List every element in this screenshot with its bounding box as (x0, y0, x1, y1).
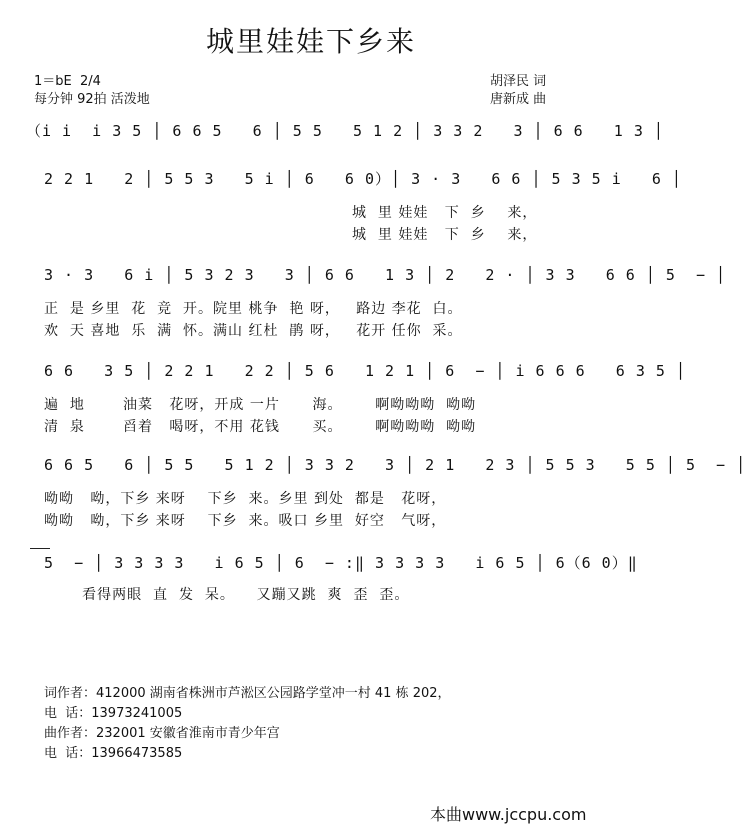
score-row-5: 6 6 5 6 │ 5 5 5 1 2 │ 3 3 2 3 │ 2 1 2 3 │ 5 5 3 5 5 │ 5 − │ (44, 456, 746, 474)
composer-phone: 电 话：13966473585 (44, 746, 183, 761)
lyric-row-6: 看得两眼 直 发 呆。 又蹦又跳 爽 歪 歪。 (44, 587, 410, 603)
lyric-row-3-verse-1: 正 是 乡里 花 竞 开。院里 桃争 艳 呀， 路边 李花 白。 (44, 301, 463, 317)
lyricist-address: 词作者：412000 湖南省株洲市芦淞区公园路学堂冲一村 41 栋 202， (44, 686, 451, 701)
key-signature: 1＝bE 2/4 (34, 74, 101, 89)
lyric-row-4-verse-2: 清 泉 舀着 喝呀，不用 花钱 买。 啊呦呦呦 呦呦 (44, 419, 477, 435)
lyric-row-4-verse-1: 遍 地 油菜 花呀，开成 一片 海。 啊呦呦呦 呦呦 (44, 397, 477, 413)
lyric-row-2-verse-1: 城 里 娃娃 下 乡 来， (352, 205, 538, 221)
composer-address: 曲作者：232001 安徽省淮南市青少年宫 (44, 726, 280, 741)
tempo-marking: 每分钟 92拍 活泼地 (34, 92, 150, 107)
score-row-1: （i i i 3 5 │ 6 6 5 6 │ 5 5 5 1 2 │ 3 3 2 3 │ 6 6 1 3 │ (26, 122, 664, 140)
lyricist-phone: 电 话：13973241005 (44, 706, 183, 721)
page-title: 城里娃娃下乡来 (205, 25, 416, 58)
score-row-4: 6 6 3 5 │ 2 2 1 2 2 │ 5 6 1 2 1 │ 6 − │ i 6 6 6 6 3 5 │ (44, 362, 686, 380)
watermark: 本曲www.jccpu.com (430, 805, 587, 824)
lyric-row-3-verse-2: 欢 天 喜地 乐 满 怀。满山 红杜 鹃 呀， 花开 任你 采。 (44, 323, 463, 339)
score-row-6: 5 − │ 3 3 3 3 i 6 5 │ 6 − :‖ 3 3 3 3 i 6 5 │ 6（6 0）‖ (44, 554, 638, 572)
lyric-row-5-verse-1: 呦呦 呦，下乡 来呀 下乡 来。乡里 到处 都是 花呀， (44, 491, 447, 507)
tie-mark (30, 548, 50, 549)
score-row-2: 2 2 1 2 │ 5 5 3 5 i │ 6 6 0）│ 3 · 3 6 6 │ 5 3 5 i 6 │ (44, 170, 682, 188)
composer-credit: 唐新成 曲 (490, 92, 547, 107)
lyric-row-2-verse-2: 城 里 娃娃 下 乡 来， (352, 227, 538, 243)
score-row-3: 3 · 3 6 i │ 5 3 2 3 3 │ 6 6 1 3 │ 2 2 · │ 3 3 6 6 │ 5 − │ (44, 266, 727, 284)
lyricist-credit: 胡泽民 词 (490, 74, 547, 89)
lyric-row-5-verse-2: 呦呦 呦，下乡 来呀 下乡 来。吸口 乡里 好空 气呀， (44, 513, 447, 529)
